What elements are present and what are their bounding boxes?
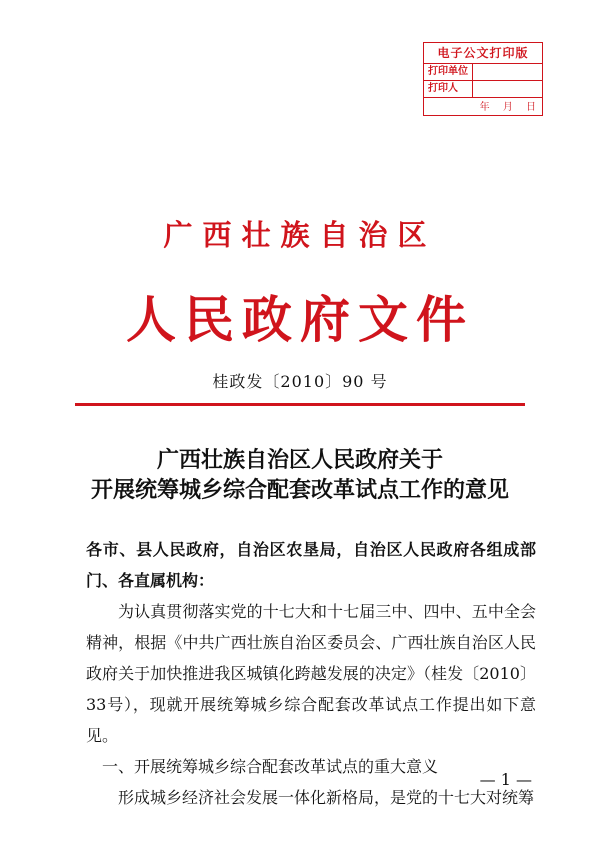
title-line-1: 广西壮族自治区人民政府关于 <box>156 447 443 473</box>
document-number: 桂政发〔2010〕90 号 <box>212 372 388 391</box>
stamp-person-label: 打印人 <box>424 81 473 97</box>
print-stamp <box>423 42 543 116</box>
section-heading-1: 一、开展统筹城乡综合配套改革试点的重大意义 <box>102 757 439 776</box>
addressee: 各市、县人民政府，自治区农垦局，自治区人民政府各组成部门、各直属机构： <box>86 540 536 590</box>
title-line-2: 开展统筹城乡综合配套改革试点工作的意见 <box>90 477 509 503</box>
stamp-unit-row <box>424 64 542 81</box>
document-type: 人民政府文件 <box>126 290 474 349</box>
stamp-person-value <box>473 81 542 97</box>
document-title <box>0 445 600 505</box>
paragraph-2: 形成城乡经济社会发展一体化新格局，是党的十七大对统筹 <box>118 788 535 807</box>
stamp-person-row <box>424 81 542 98</box>
stamp-unit-value <box>473 64 542 80</box>
issuing-organization: 广西壮族自治区 <box>163 218 437 252</box>
stamp-date: 年 月 日 <box>479 102 536 113</box>
paragraph-1: 为认真贯彻落实党的十七大和十七届三中、四中、五中全会精神，根据《中共广西壮族自治区委员会、广西壮族自治区人民政府关于加快推进我区城镇化跨越发展的决定》（桂发〔2010〕33号），现就开展统筹城乡综合配套改革试点工作提出如下意见。 <box>86 602 536 745</box>
stamp-unit-label: 打印单位 <box>424 64 473 80</box>
stamp-title: 电子公文打印版 <box>424 43 542 64</box>
document-body <box>86 534 536 813</box>
page-number: — 1 — <box>479 770 532 789</box>
red-divider <box>75 403 525 406</box>
